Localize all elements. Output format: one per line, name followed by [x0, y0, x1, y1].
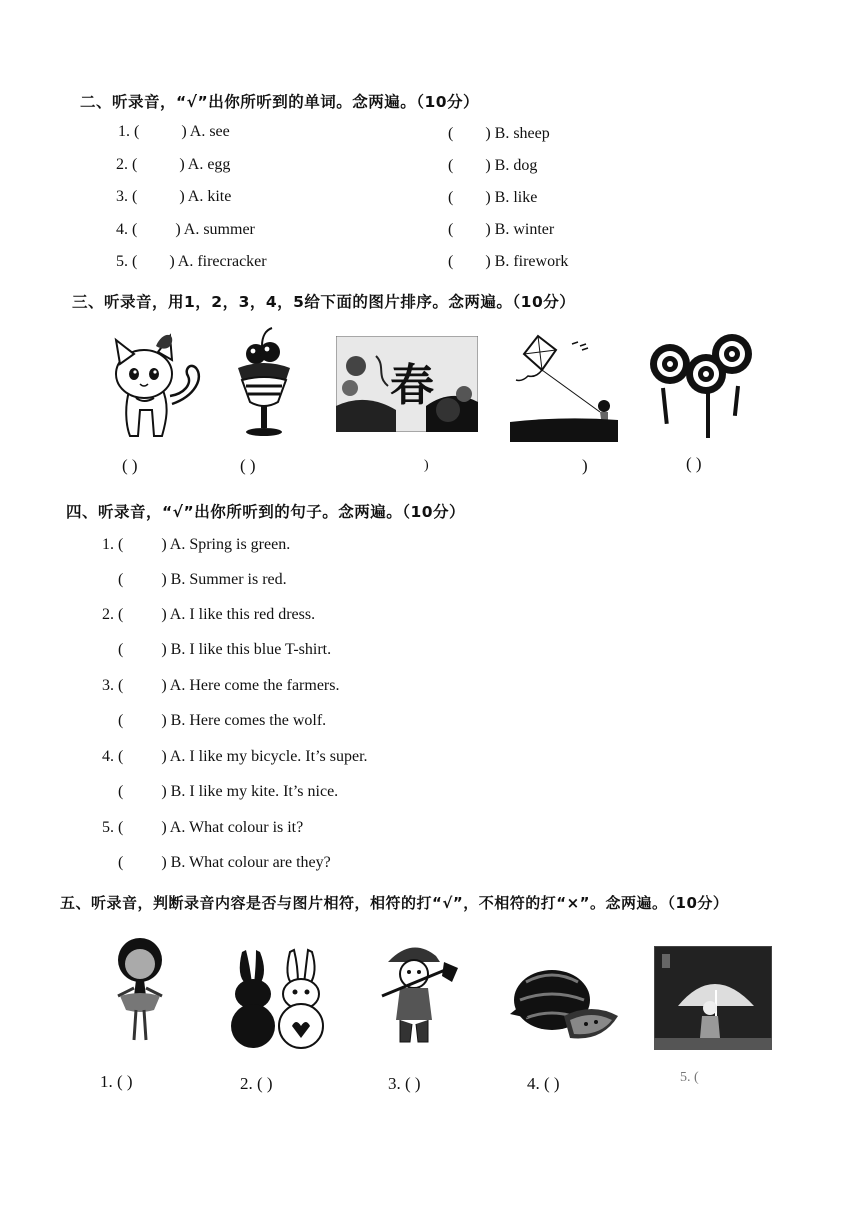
s5-answer-3[interactable]: 3. ( ) [388, 1074, 421, 1093]
s2-item-2-b [448, 157, 537, 175]
s4-item-5-a [102, 819, 303, 837]
option-a: ) A. firecracker [169, 253, 267, 270]
paren-open: ( [118, 783, 124, 800]
farmer-picture [378, 938, 462, 1050]
s4-item-4-b [118, 783, 338, 801]
item-number: 5. ( [116, 253, 138, 270]
option-b: ) B. sheep [485, 125, 550, 142]
s4-item-2-b [118, 641, 331, 659]
option-a: ) A. summer [175, 221, 255, 238]
paren-open: ( [118, 641, 124, 658]
option-b: ) B. I like my kite. It’s nice. [161, 783, 339, 800]
ballet-girl-picture [108, 936, 172, 1048]
s2-item-4-b [448, 221, 554, 239]
s3-answer-2[interactable]: ( ) [240, 456, 256, 475]
rabbits-picture [226, 946, 330, 1050]
section-5-title: 五、听录音，判断录音内容是否与图片相符，相符的打“√”，不相符的打“×”。念两遍。（10分） [60, 894, 729, 912]
section-3-title: 三、听录音，用1，2，3，4，5给下面的图片排序。念两遍。（10分） [72, 293, 576, 311]
s3-answer-4[interactable]: ) [582, 456, 588, 475]
s2-item-5-a [116, 253, 267, 271]
s4-item-4-a [102, 748, 368, 766]
s4-item-5-b [118, 854, 331, 872]
option-b: ) B. What colour are they? [161, 854, 331, 871]
option-a: ) A. egg [179, 156, 231, 173]
item-number: 2. ( [102, 606, 124, 623]
paren-open: ( [118, 712, 124, 729]
paren-open: ( [448, 157, 454, 174]
option-a: ) A. I like my bicycle. It’s super. [161, 748, 368, 765]
s3-answer-5[interactable]: ( ) [686, 454, 702, 473]
s2-item-2-a [116, 156, 230, 174]
s3-answer-1[interactable]: ( ) [122, 456, 138, 475]
option-a: ) A. I like this red dress. [161, 606, 316, 623]
item-number: 5. ( [102, 819, 124, 836]
option-a: ) A. kite [179, 188, 232, 205]
option-b: ) B. firework [485, 253, 569, 270]
lollipops-picture [648, 330, 756, 440]
kite-flying-picture [508, 330, 620, 442]
item-number: 4. ( [102, 748, 124, 765]
option-b: ) B. Summer is red. [161, 571, 287, 588]
spring-scene-picture [336, 336, 478, 432]
s4-item-1-a [102, 536, 290, 554]
s5-answer-1[interactable]: 1. ( ) [100, 1072, 133, 1091]
s2-item-4-a [116, 221, 255, 239]
option-b: ) B. like [485, 189, 538, 206]
paren-open: ( [448, 253, 454, 270]
item-number: 1. ( [102, 536, 124, 553]
s2-item-3-a [116, 188, 231, 206]
item-number: 3. ( [102, 677, 124, 694]
section-4-title: 四、听录音，“√”出你所听到的句子。念两遍。（10分） [66, 503, 466, 521]
option-b: ) B. winter [485, 221, 555, 238]
spring-character: 春 [390, 360, 434, 411]
s5-answer-2[interactable]: 2. ( ) [240, 1074, 273, 1093]
option-b: ) B. I like this blue T-shirt. [161, 641, 332, 658]
s4-item-2-a [102, 606, 315, 624]
cat-picture [100, 326, 204, 440]
paren-open: ( [118, 571, 124, 588]
option-a: ) A. What colour is it? [161, 819, 304, 836]
option-a: ) A. Spring is green. [161, 536, 291, 553]
item-number: 3. ( [116, 188, 138, 205]
s2-item-3-b [448, 189, 537, 207]
option-a: ) A. Here come the farmers. [161, 677, 340, 694]
option-a: ) A. see [181, 123, 230, 140]
watermelon-picture [506, 958, 620, 1048]
paren-open: ( [448, 221, 454, 238]
paren-open: ( [448, 189, 454, 206]
item-number: 2. ( [116, 156, 138, 173]
s3-answer-3[interactable]: ) [424, 458, 429, 473]
option-b: ) B. Here comes the wolf. [161, 712, 327, 729]
item-number: 1. ( [118, 123, 140, 140]
umbrella-girl-picture [654, 946, 772, 1050]
paren-open: ( [118, 854, 124, 871]
s5-answer-5[interactable]: 5. ( [680, 1070, 699, 1085]
s4-item-3-b [118, 712, 326, 730]
s4-item-1-b [118, 571, 287, 589]
s2-item-1-a [118, 123, 230, 141]
section-2-title: 二、听录音，“√”出你所听到的单词。念两遍。（10分） [80, 93, 480, 111]
ice-cream-picture [232, 326, 296, 440]
option-b: ) B. dog [485, 157, 538, 174]
s2-item-1-b [448, 125, 550, 143]
paren-open: ( [448, 125, 454, 142]
s4-item-3-a [102, 677, 339, 695]
s2-item-5-b [448, 253, 568, 271]
s5-answer-4[interactable]: 4. ( ) [527, 1074, 560, 1093]
item-number: 4. ( [116, 221, 138, 238]
